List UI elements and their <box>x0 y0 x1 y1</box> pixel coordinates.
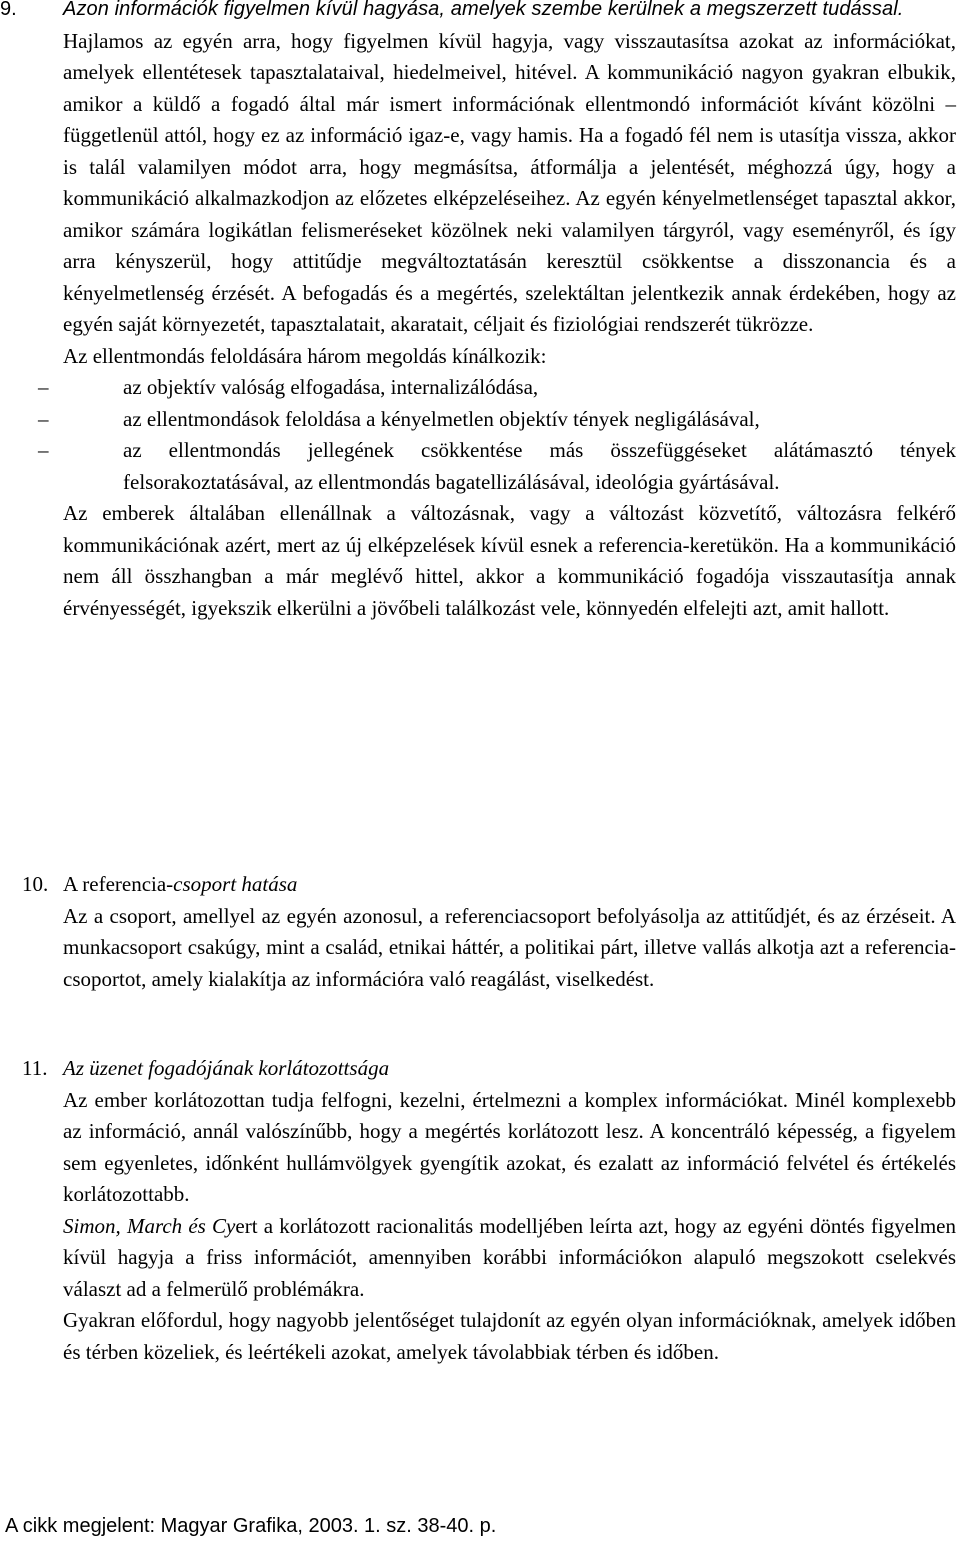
section-heading <box>63 869 956 901</box>
list-intro: Az ellentmondás feloldására három megoldás kínálkozik: <box>63 343 547 368</box>
section-9 <box>0 0 960 624</box>
heading-italic: csoport hatása <box>173 872 298 896</box>
section-10 <box>0 869 960 995</box>
list-item-text: az ellentmondások feloldása a kényelmetlen objektív tények negligálásával, <box>123 406 760 431</box>
paragraph: Az a csoport, amellyel az egyén azonosul, a referenciacsoport befolyásolja az attitűdjét, és az érzéseit. A munkacsoport csakúgy, mint a család, etnikai háttér, a politikai párt, illetve vallás alkotja azt a referencia-csoportot, amely kialakítja az információra való reagálást, viselkedést. <box>63 903 956 991</box>
section-number: 11. <box>22 1056 48 1080</box>
paragraph <box>63 1211 956 1306</box>
solution-list <box>38 372 956 498</box>
heading-plain: A referencia- <box>63 872 174 896</box>
dash-bullet: – <box>38 438 49 462</box>
section-11 <box>0 1053 960 1368</box>
paragraph: Gyakran előfordul, hogy nagyobb jelentőséget tulajdonít az egyén olyan információknak, amelyek időben és térben közeliek, és leértékeli azokat, amelyek távolabbiak térben és időben. <box>63 1308 956 1364</box>
list-item <box>38 404 956 436</box>
list-item-text: az ellentmondás jellegének csökkentése más összefüggéseket alátámasztó tények felsorakoztatásával, az ellentmondás bagatellizálásával, ideológia gyártásával. <box>123 438 956 494</box>
section-number: 10. <box>22 872 49 896</box>
list-item <box>38 372 956 404</box>
section-body <box>38 0 956 624</box>
paragraph: Az ember korlátozottan tudja felfogni, kezelni, értelmezni a komplex információkat. Minél komplexebb az információ, annál valószínűbb, hogy a megértés korlátozott lesz. A koncentráló képesség, a figyelem sem egyenletes, időnként hullámvölgyek gyengítik azokat, és ezalatt az információ felvétel és értékelés korlátozottabb. <box>63 1087 956 1206</box>
publication-footer: A cikk megjelent: Magyar Grafika, 2003. 1. sz. 38-40. p. <box>5 1515 497 1537</box>
section-heading: Az üzenet fogadójának korlátozottsága <box>63 1056 390 1080</box>
list-item <box>38 435 956 498</box>
paragraph: Az emberek általában ellenállnak a változásnak, vagy a változást közvetítő, változásra felkérő kommunikációnak azért, mert az új elképzelések kívül esnek a referencia-keretükön. Ha a kommunikáció nem áll összhangban a már meglévő hittel, akkor a kommunikáció fogadója visszautasítja annak érvényességét, igyekszik elkerülni a jövőbeli találkozást vele, könnyedén elfelejti azt, amit hallott. <box>63 501 956 620</box>
dash-bullet: – <box>38 375 49 399</box>
paragraph-text: ert a korlátozott racionalitás modelljében leírta azt, hogy az egyéni döntés figyelmen kívül hagyja a friss információt, amennyiben korábbi információkon alapuló megszokott cselekvés választ ad a felmerülő problémákra. <box>63 1213 956 1301</box>
list-item-text: az objektív valóság elfogadása, internalizálódása, <box>123 375 539 399</box>
section-body <box>63 1053 956 1368</box>
author-names: Simon, March és Cy <box>63 1213 236 1238</box>
dash-bullet: – <box>38 406 49 431</box>
paragraph: Hajlamos az egyén arra, hogy figyelmen kívül hagyja, vagy visszautasítsa azokat az információkat, amelyek ellentétesek tapasztalataival, hiedelmeivel, hitével. A kommunikáció nagyon gyakran elbukik, amikor a küldő a fogadó által már ismert információnak ellentmondó információt kívánt közölni – függetlenül attól, hogy ez az információ igaz-e, vagy hamis. Ha a fogadó fél nem is utasítja vissza, akkor is talál valamilyen módot arra, hogy megmásítsa, átformálja a jelentését, méghozzá úgy, hogy a kommunikáció alkalmazkodjon az előzetes elképzeléseihez. Az egyén kényelmetlenséget tapasztal akkor, amikor számára logikátlan felismeréseket közölnek neki valamilyen tárgyról, vagy eseményről, és így arra kényszerül, hogy attitűdje megváltoztatásán keresztül csökkentse a disszonancia és a kényelmetlenség érzését. A befogadás és a megértés, szelektáltan jelentkezik annak érdekében, hogy az egyén saját környezetét, tapasztalatait, akaratait, céljait és fiziológiai rendszerét tükrözze. <box>63 28 956 336</box>
section-number: 9. <box>0 0 17 20</box>
section-body <box>63 869 956 995</box>
section-heading: Azon információk figyelmen kívül hagyása, amelyek szembe kerülnek a megszerzett tudással. <box>63 0 904 20</box>
